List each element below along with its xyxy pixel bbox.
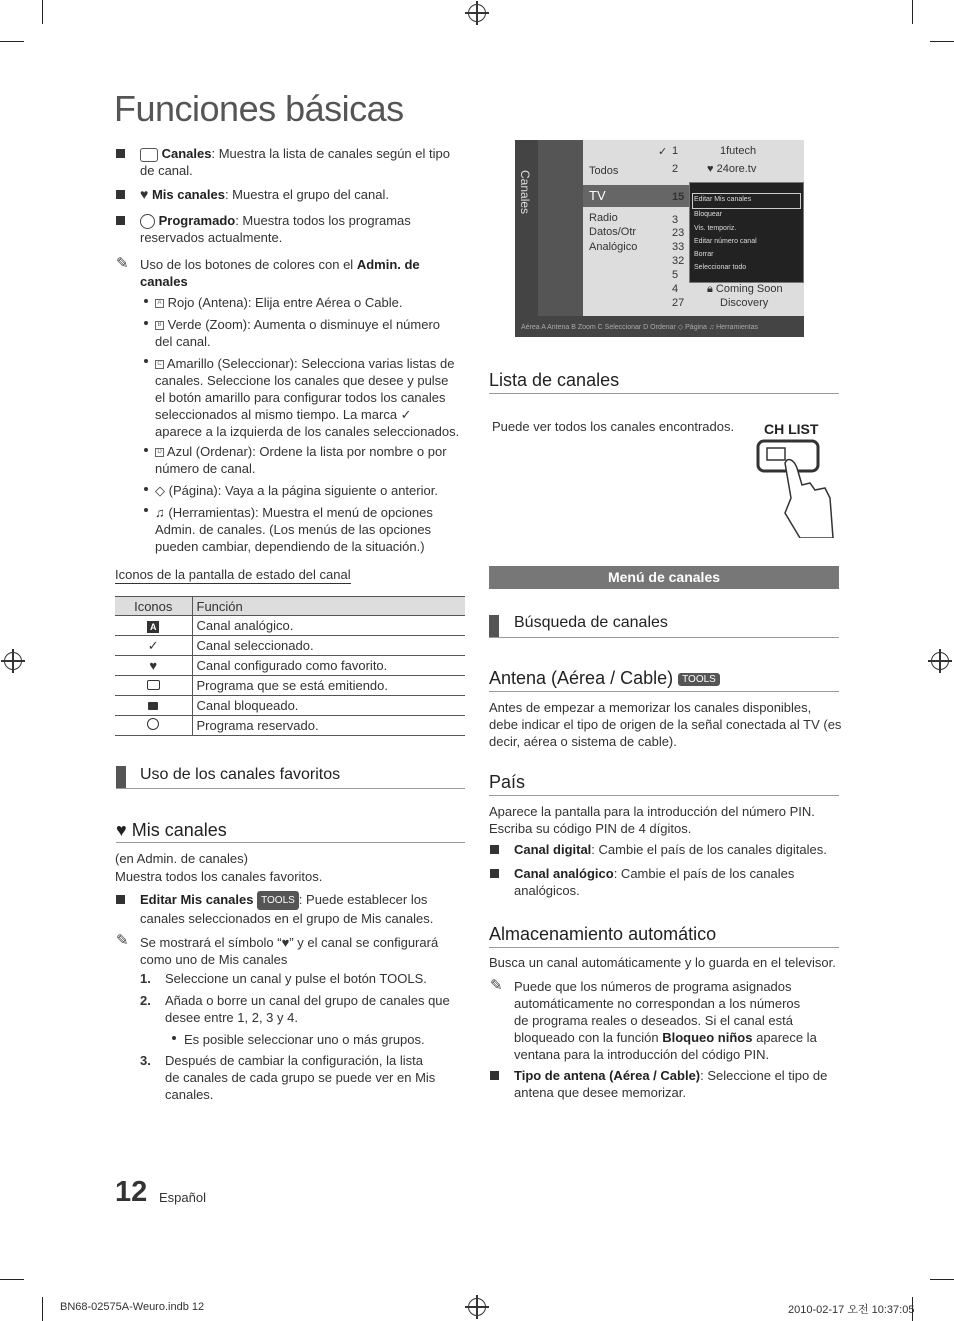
note-symbol: Se mostrará el símbolo “♥” y el canal se configurará como uno de Mis canales (140, 935, 439, 967)
tools-icon: ♫ (155, 505, 165, 520)
bullet (116, 190, 125, 199)
heart-icon: ♥ (116, 820, 127, 840)
sub-yellow: C Amarillo (Seleccionar): Selecciona varias listas de canales. Seleccione los canales que desee y pulse el botón amarillo para configurar todos los canales seleccionados al mismo tiempo. La marca ✓ aparece a la izquierda de los canales seleccionados. (155, 356, 460, 439)
tv-channel-screen: Canales Todos TV Radio Datos/Otr Analógico ✓ 1 2 15 3 23 33 32 5 4 27 1futech ♥ 24ore.tv 🔒︎ Coming Soon Discovery Editar Mis canales Bloquear Vis. temporiz. Editar número canal Borrar Seleccionar todo Aérea A Antena B Zoom C Seleccionar D Ordenar ◇ Página ♫ Herramientas (515, 140, 804, 337)
bullet-canal-digital: Canal digital: Cambie el país de los canales digitales. (514, 842, 827, 857)
page-language: Español (159, 1190, 206, 1205)
table-row: Programa que se está emitiendo. (115, 676, 465, 696)
bullet-tipo-antena: Tipo de antena (Aérea / Cable): Seleccione el tipo de antena que desee memorizar. (514, 1068, 828, 1100)
heading-mis-canales: ♥ Mis canales (116, 820, 227, 840)
registration-mark-right (931, 652, 949, 670)
tv-options-popup: Editar Mis canales Bloquear Vis. temporiz. Editar número canal Borrar Seleccionar todo (689, 182, 804, 283)
heading-lista-canales: Lista de canales (489, 370, 620, 390)
bullet-canal-analogico: Canal analógico: Cambie el país de los canales analógicos. (514, 866, 795, 898)
lista-desc: Puede ver todos los canales encontrados. (492, 419, 735, 434)
table-row: ✓ Canal seleccionado. (115, 636, 465, 656)
registration-mark-left (4, 652, 22, 670)
heart-icon: ♥ (149, 658, 158, 673)
registration-mark-bottom (468, 1298, 486, 1316)
tv-group: Datos/Otr (589, 226, 637, 238)
pais-desc: Aparece la pantalla para la introducción del número PIN. Escriba su código PIN de 4 dígitos. (489, 804, 815, 836)
print-timestamp: 2010-02-17 오전 10:37:05 (788, 1304, 915, 1316)
step-2: Añada o borre un canal del grupo de canales que desee entre 1, 2, 3 y 4. (165, 993, 450, 1025)
alm-note: Puede que los números de programa asignados automáticamente no correspondan a los números de programa reales o deseados. Si el canal está bloqueado con la función Bloqueo niños aparece la ventana para la introducción del código PIN. (514, 979, 817, 1062)
bullet (116, 149, 125, 158)
table-row: ♥ Canal configurado como favorito. (115, 656, 465, 676)
note-pencil-icon: ✎ (116, 255, 129, 272)
clock-icon (140, 214, 155, 229)
tv-group: Radio (589, 212, 618, 224)
sub-page: ◇ (Página): Vaya a la página siguiente o anterior. (155, 483, 438, 498)
sub-tools: ♫ (Herramientas): Muestra el menú de opciones Admin. de canales. (Los menús de las opciones pueden cambiar, dependiendo de la situación.) (155, 505, 433, 554)
heading-almacenamiento: Almacenamiento automático (489, 924, 717, 944)
tv-group: Analógico (589, 241, 638, 253)
note-pencil-icon: ✎ (490, 977, 503, 994)
lock-icon (148, 702, 158, 710)
registration-mark-top (468, 4, 486, 22)
page-title: Funciones básicas (114, 88, 404, 129)
table-row: Canal bloqueado. (115, 696, 465, 716)
table-title: Iconos de la pantalla de estado del canal (115, 567, 351, 582)
alm-desc: Busca un canal automáticamente y lo guarda en el televisor. (489, 955, 836, 970)
hand-pressing-button-icon (755, 438, 835, 538)
step-3: Después de cambiar la configuración, la lista de canales de cada grupo se puede ver en Mis canales. (165, 1053, 436, 1102)
ch-list-label: CH LIST (764, 421, 819, 437)
analog-icon: A (147, 621, 159, 633)
subheading-favoritos: Uso de los canales favoritos (140, 766, 341, 783)
table-header: Iconos (115, 597, 192, 616)
heading-pais: País (489, 772, 526, 792)
table-header: Función (192, 597, 465, 616)
step-2-sub: Es posible seleccionar uno o más grupos. (184, 1032, 425, 1047)
bullet-programado: Programado: Muestra todos los programas reservados actualmente. (140, 213, 411, 246)
tv-icon (147, 680, 160, 690)
tools-badge: TOOLS (257, 891, 299, 910)
heart-icon: ♥ (140, 186, 149, 202)
sub-green: B Verde (Zoom): Aumenta o disminuye el número del canal. (155, 317, 441, 349)
note-colors: Uso de los botones de colores con el Admin. de canales (140, 257, 420, 289)
bullet-mis-canales: ♥ Mis canales: Muestra el grupo del canal. (140, 186, 389, 202)
check-icon: ✓ (147, 637, 159, 653)
tv-group: Todos (589, 165, 619, 177)
clock-icon (147, 718, 159, 730)
bullet-editar: Editar Mis canales TOOLS : Puede establecer los canales seleccionados en el grupo de Mis canales. (140, 892, 434, 927)
heading-antena: Antena (Aérea / Cable) TOOLS (489, 668, 720, 689)
note-pencil-icon: ✎ (116, 932, 129, 949)
sub-red: A Rojo (Antena): Elija entre Aérea o Cable. (155, 294, 475, 311)
sub-blue: D Azul (Ordenar): Ordene la lista por nombre o por número de canal. (155, 444, 447, 476)
page-updown-icon: ◇ (155, 483, 165, 498)
channel-list-icon (140, 148, 158, 162)
status-icons-table (115, 596, 465, 736)
subheading-busqueda: Búsqueda de canales (514, 614, 668, 631)
bullet (116, 216, 125, 225)
table-row: Programa reservado. (115, 716, 465, 736)
en-admin: (en Admin. de canales) (115, 851, 248, 866)
menu-de-canales-bar: Menú de canales (489, 566, 839, 589)
tv-group: TV (589, 188, 606, 203)
page-number: 12 (115, 1176, 148, 1208)
table-row: A Canal analógico. (115, 616, 465, 636)
tv-side-label: Canales (518, 170, 532, 215)
file-name: BN68-02575A-Weuro.indb 12 (60, 1301, 205, 1313)
bullet-canales: Canales: Muestra la lista de canales según el tipo de canal. (140, 146, 450, 178)
tools-badge: TOOLS (678, 673, 720, 686)
muestra-favoritos: Muestra todos los canales favoritos. (115, 869, 323, 884)
antena-desc: Antes de empezar a memorizar los canales disponibles, debe indicar el tipo de origen de la señal conectada al TV (es decir, aérea o sistema de cable). (489, 700, 842, 749)
step-1: Seleccione un canal y pulse el botón TOOLS. (165, 971, 427, 986)
tv-footer: Aérea A Antena B Zoom C Seleccionar D Ordenar ◇ Página ♫ Herramientas (515, 316, 804, 337)
